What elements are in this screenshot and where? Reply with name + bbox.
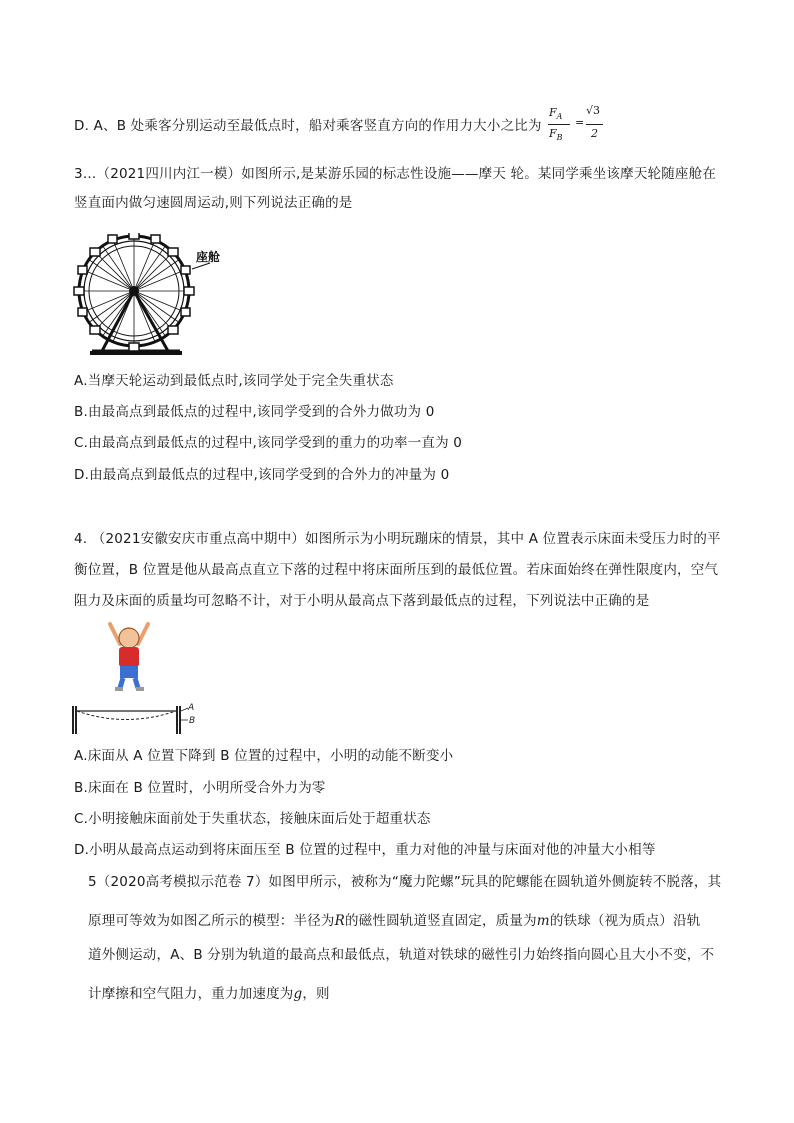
var-r: R — [334, 913, 345, 929]
var-m: m — [536, 913, 550, 929]
q4-option-d: D.小明从最高点运动到将床面压至 B 位置的过程中，重力对他的冲量与床面对他的冲量大小相等 — [74, 842, 656, 858]
var-g: g — [293, 986, 303, 1002]
cabin-label: 座舱 — [196, 250, 221, 264]
q4-stem-line1: 4. （2021安徽安庆市重点高中期中）如图所示为小明玩蹦床的情景，其中 A 位置表示床面未受压力时的平 — [74, 531, 721, 547]
ferris-wheel-figure — [72, 233, 232, 359]
q3-option-d: D.由最高点到最低点的过程中,该同学受到的合外力的冲量为 0 — [74, 467, 450, 483]
frac-numerator: $F_A$ — [549, 106, 563, 122]
q4-option-b: B.床面在 B 位置时，小明所受合外力为零 — [74, 780, 326, 796]
equals-sign: = — [575, 116, 585, 129]
q4-stem-line2: 衡位置，B 位置是他从最高点直立下落的过程中将床面所压到的最低位置。若床面始终在弹性限度内，空气 — [74, 562, 719, 578]
frac-denominator: $F_B$ — [549, 127, 563, 143]
position-a-label: A — [188, 703, 195, 713]
q3-option-c: C.由最高点到最低点的过程中,该同学受到的重力的功率一直为 0 — [74, 435, 463, 451]
q3-option-b: B.由最高点到最低点的过程中,该同学受到的合外力做功为 0 — [74, 404, 435, 420]
q5-line1: 5（2020高考模拟示范卷 7）如图甲所示，被称为“魔力陀螺”玩具的陀螺能在圆轨道外侧旋转不脱落，其 — [88, 874, 722, 890]
q3-stem-line2: 竖直面内做匀速圆周运动,则下列说法正确的是 — [74, 195, 353, 211]
position-b-label: B — [189, 716, 196, 726]
q5-line2: 原理可等效为如图乙所示的模型：半径为R的磁性圆轨道竖直固定，质量为m的铁球（视为质点）沿轨 — [88, 913, 701, 929]
q2-option-d: D. A、B 处乘客分别运动至最低点时，船对乘客竖直方向的作用力大小之比为 — [74, 118, 542, 134]
rhs-numerator: √3 — [586, 104, 601, 117]
q5-line4: 计摩擦和空气阻力，重力加速度为g，则 — [88, 986, 330, 1002]
q3-option-a: A.当摩天轮运动到最低点时,该同学处于完全失重状态 — [74, 373, 394, 389]
rhs-bar — [586, 124, 603, 125]
rhs-denominator: 2 — [591, 127, 598, 140]
frac-bar — [548, 124, 570, 125]
q4-option-a: A.床面从 A 位置下降到 B 位置的过程中，小明的动能不断变小 — [74, 748, 454, 764]
trampoline-figure — [70, 614, 210, 736]
q5-line3: 道外侧运动，A、B 分别为轨道的最高点和最低点，轨道对铁球的磁性引力始终指向圆心且大小不变，不 — [88, 947, 715, 963]
boy-illustration — [110, 624, 148, 691]
q3-stem-line1: 3…（2021四川内江一模）如图所示,是某游乐园的标志性设施——摩天 轮。某同学乘坐该摩天轮随座舱在 — [74, 166, 717, 182]
q4-option-c: C.小明接触床面前处于失重状态，接触床面后处于超重状态 — [74, 811, 431, 827]
q4-stem-line3: 阻力及床面的质量均可忽略不计，对于小明从最高点下落到最低点的过程，下列说法中正确的是 — [74, 593, 650, 609]
